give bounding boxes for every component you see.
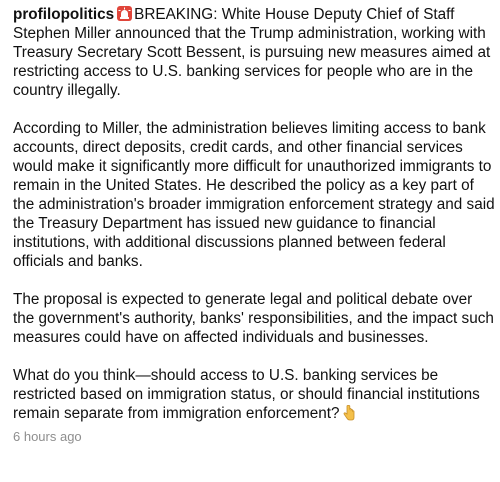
headline-text: BREAKING: White House Deputy Chief of Staff Stephen Miller announced that the Trump administration, working with Treasury Secretary Scott Bessent, is pursuing new measures aimed at restricting access to U.S. banking services for people who are in the country illegally.	[13, 6, 491, 99]
police-siren-icon	[117, 6, 132, 21]
question-paragraph	[13, 366, 497, 423]
pointing-down-hand-icon	[342, 405, 356, 421]
body-paragraph-1: According to Miller, the administration believes limiting access to bank accounts, direct deposits, credit cards, and other financial services would make it significantly more difficult for unauthorized immigrants to remain in the United States. He described the policy as a key part of the administration's broader immigration enforcement strategy and said the Treasury Department has issued new guidance to financial institutions, with additional discussions planned between federal officials and banks.	[13, 120, 495, 270]
caption-post	[13, 5, 497, 444]
caption-headline-paragraph	[13, 5, 497, 100]
post-timestamp: 6 hours ago	[13, 429, 82, 444]
body-paragraph-2: The proposal is expected to generate legal and political debate over the government's authority, banks' responsibilities, and the impact such measures could have on affected individuals and businesses.	[13, 291, 494, 346]
username-link[interactable]: profilopolitics	[13, 6, 115, 23]
question-text: What do you think—should access to U.S. banking services be restricted based on immigration status, or should financial institutions remain separate from immigration enforcement?	[13, 367, 480, 422]
